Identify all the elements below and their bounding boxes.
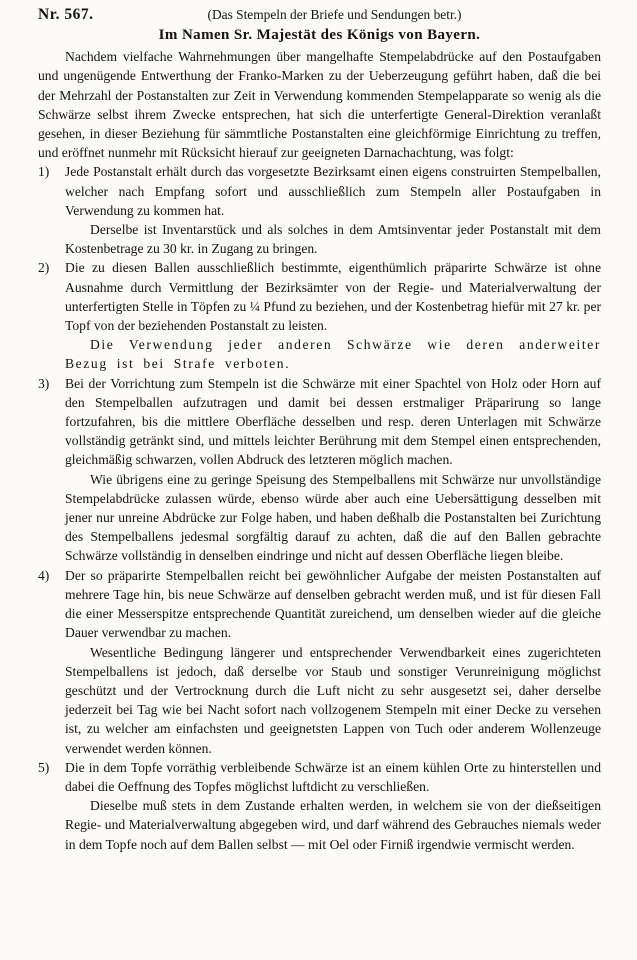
item-paragraph: Der so präparirte Stempelballen reicht bei gewöhnlicher Aufgabe der meisten Postanstalten auf mehrere Tage hin, bis neue Schwärze auf denselben gebracht werden muß, und ist für diesen Fall die einer Messerspitze entsprechende Quantität zureichend, um denselben wieder auf die gleiche Dauer verwendbar zu machen. [65,567,601,641]
document-number: Nr. 567. [38,6,94,23]
item-number: 5) [38,759,50,775]
subject-line: (Das Stempeln der Briefe und Sendungen betr.) [207,7,462,22]
item-number: 3) [38,375,50,391]
item-body [65,758,601,854]
item-paragraph: Die zu diesen Ballen ausschließlich bestimmte, eigenthümlich präparirte Schwärze ist ohne Ausnahme durch Vermittlung der Bezirksämter von der Regie- und Materialverwaltung der unterfertigten Stelle in Töpfen zu ¼ Pfund zu beziehen, und der Kostenbetrag hiefür mit 27 kr. per Topf von der beziehenden Postanstalt zu leisten. [65,260,601,334]
item-sub-paragraph-emphasized: Die Verwendung jeder anderen Schwärze wie deren anderweiter Bezug ist bei Strafe verboten. [65,337,601,372]
document-header [38,5,601,25]
list-item-5 [38,758,601,854]
royal-title: Im Namen Sr. Majestät des Königs von Bayern. [158,27,481,43]
list-item-1 [38,162,601,258]
item-sub-paragraph: Wie übrigens eine zu geringe Speisung des Stempelballens mit Schwärze nur unvollständige Stempelabdrücke zulassen würde, ebenso würde aber auch eine Uebersättigung desselben mit jener nur unreine Abdrücke zur Folge haben, und haben deßhalb die Postanstalten bei Zurichtung des Stempelballens jedesmal sorgfältig darauf zu achten, daß die auf den Ballen gebrachte Schwärze vollständig in denselben eindringe und nicht auf dessen Oberfläche liegen bleibe. [65,471,601,564]
item-paragraph: Jede Postanstalt erhält durch das vorgesetzte Bezirksamt einen eigens construirten Stempelballen, welcher nach Empfang sofort und ausschließlich zum Stempeln aller Postaufgaben in Verwendung zu kommen hat. [65,164,601,218]
item-number: 1) [38,164,50,180]
item-sub-paragraph: Wesentliche Bedingung längerer und entsprechender Verwendbarkeit eines zugerichteten Stempelballens ist jedoch, daß derselbe vor Staub und sonstiger Verunreinigung möglichst geschützt und der Vertrocknung durch die Luft nicht zu sehr ausgesetzt sei, daher derselbe jederzeit bei Tag wie bei Nacht sofort nach vollzogenem Stempeln mit einer Decke zu versehen ist, zu welcher am einfachsten und geeignetsten Lappen von Tuch oder anderem Wollenzeuge verwendet werden können. [65,644,601,756]
item-body [65,258,601,373]
item-sub-paragraph: Dieselbe muß stets in dem Zustande erhalten werden, in welchem sie von der dießseitigen Regie- und Materialverwaltung abgegeben wird, und darf während des Gebrauches niemals weder in dem Topfe noch auf dem Ballen selbst — mit Oel oder Firniß irgendwie vermischt werden. [65,798,601,852]
item-body [65,374,601,566]
item-body [65,566,601,758]
item-paragraph: Die in dem Topfe vorräthig verbleibende Schwärze ist an einem kühlen Orte zu hinterstellen und dabei die Oeffnung des Topfes möglichst luftdicht zu verschließen. [65,759,601,794]
item-paragraph: Bei der Vorrichtung zum Stempeln ist die Schwärze mit einer Spachtel von Holz oder Horn auf den Stempelballen aufzutragen und damit bei dessen erstmaliger Präparirung so lange fortzufahren, bis die mittlere Oberfläche desselben und resp. deren Unterlagen mit Schwärze vollständig getränkt sind, und mittels leichter Berührung mit dem Stempel einen entsprechenden, gleichmäßig schwarzen, vollen Abdruck des letzteren möglich machen. [65,375,601,468]
item-sub-paragraph: Derselbe ist Inventarstück und als solches in dem Amtsinventar jeder Postanstalt mit dem Kostenbetrage zu 30 kr. in Zugang zu bringen. [65,222,601,257]
intro-paragraph: Nachdem vielfache Wahrnehmungen über mangelhafte Stempelabdrücke auf den Postaufgaben und ungenügende Entwerthung der Franko-Marken zu der Ueberzeugung geführt haben, daß die bei der Mehrzahl der Postanstalten zur Zeit in Verwendung kommenden Stempelapparate so wenig als die Schwärze selbst ihrem Zwecke entsprechen, hat sich die unterfertigte General-Direktion veranlaßt gesehen, in dieser Beziehung für sämmtliche Postanstalten eine gleichförmige Einrichtung zu treffen, und eröffnet nunmehr mit Rücksicht hierauf zur geeigneten Darnachachtung, was folgt: [38,49,601,161]
list-item-2 [38,258,601,373]
list-item-3 [38,374,601,566]
list-item-4 [38,566,601,758]
item-body [65,162,601,258]
item-number: 2) [38,260,50,276]
item-number: 4) [38,567,50,583]
